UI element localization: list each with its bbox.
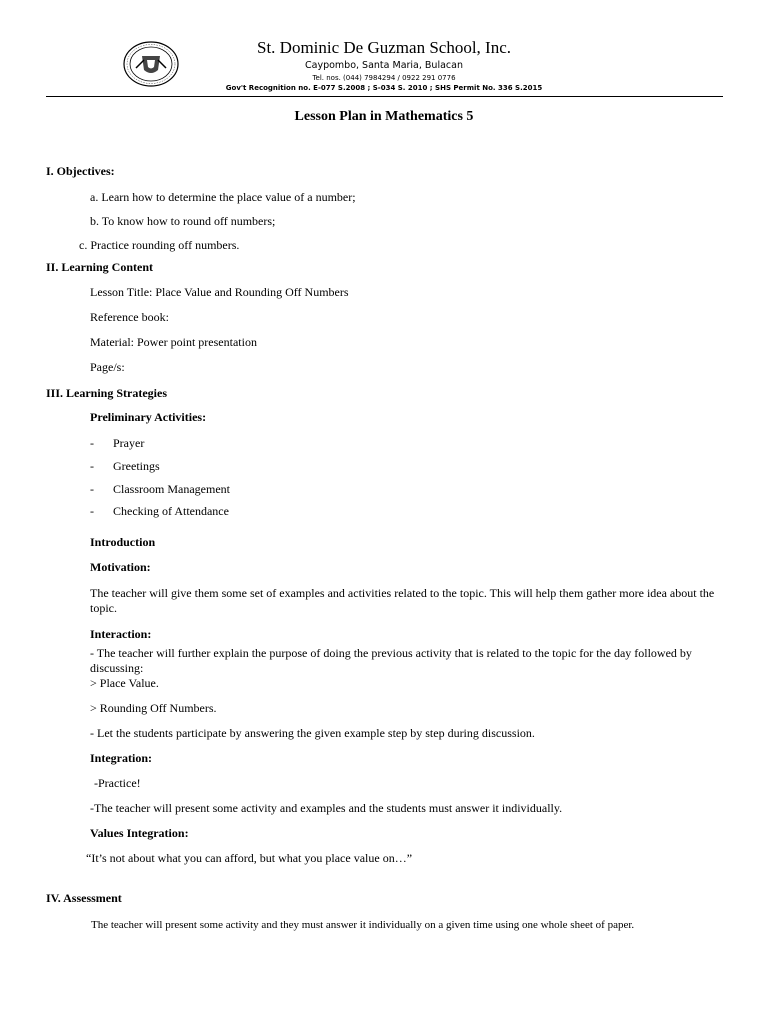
assessment-text: The teacher will present some activity and they must answer it individually on a given time using one whole sheet of paper. bbox=[91, 919, 635, 931]
lesson-title: Lesson Title: Place Value and Rounding Off Numbers bbox=[90, 285, 349, 299]
integration-item: -Practice! bbox=[94, 776, 141, 790]
school-address: Caypombo, Santa Maria, Bulacan bbox=[305, 60, 463, 71]
motivation-heading: Motivation: bbox=[90, 560, 151, 574]
bullet-dash: - bbox=[90, 482, 94, 496]
objective-item: c. Practice rounding off numbers. bbox=[79, 238, 240, 252]
prelim-item: Greetings bbox=[113, 459, 160, 473]
bullet-dash: - bbox=[90, 504, 94, 518]
objective-item: a. Learn how to determine the place value of a number; bbox=[90, 190, 356, 204]
prelim-item: Classroom Management bbox=[113, 482, 230, 496]
values-integration-heading: Values Integration: bbox=[90, 826, 189, 840]
introduction-heading: Introduction bbox=[90, 535, 156, 549]
objectives-heading: I. Objectives: bbox=[46, 164, 115, 178]
page-title: Lesson Plan in Mathematics 5 bbox=[294, 109, 474, 124]
reference-book: Reference book: bbox=[90, 310, 169, 324]
values-quote: “It’s not about what you can afford, but what you place value on…” bbox=[86, 851, 413, 865]
prelim-item: Checking of Attendance bbox=[113, 504, 229, 518]
motivation-text: The teacher will give them some set of examples and activities related to the topic. This will help them gather more idea about the topic. bbox=[90, 586, 715, 615]
interaction-item: - Let the students participate by answering the given example step by step during discussion. bbox=[90, 726, 535, 740]
preliminary-heading: Preliminary Activities: bbox=[90, 410, 207, 424]
learning-strategies-heading: III. Learning Strategies bbox=[46, 386, 167, 400]
school-recognition: Gov't Recognition no. E-077 S.2008 ; S-034 S. 2010 ; SHS Permit No. 336 S.2015 bbox=[225, 84, 543, 92]
material: Material: Power point presentation bbox=[90, 335, 257, 349]
interaction-item: > Place Value. bbox=[90, 676, 159, 690]
integration-heading: Integration: bbox=[90, 751, 152, 765]
assessment-heading: IV. Assessment bbox=[46, 891, 122, 905]
integration-item: -The teacher will present some activity and examples and the students must answer it individually. bbox=[90, 801, 563, 815]
bullet-dash: - bbox=[90, 436, 94, 450]
school-telephone: Tel. nos. (044) 7984294 / 0922 291 0776 bbox=[312, 74, 456, 82]
school-name: St. Dominic De Guzman School, Inc. bbox=[256, 38, 511, 57]
prelim-item: Prayer bbox=[113, 436, 145, 450]
interaction-heading: Interaction: bbox=[90, 627, 152, 641]
pages: Page/s: bbox=[90, 360, 125, 374]
learning-content-heading: II. Learning Content bbox=[46, 260, 154, 274]
interaction-text: - The teacher will further explain the purpose of doing the previous activity that is related to the topic for the day followed by discussing: bbox=[90, 646, 692, 675]
bullet-dash: - bbox=[90, 459, 94, 473]
interaction-item: > Rounding Off Numbers. bbox=[90, 701, 217, 715]
header-rule bbox=[46, 96, 723, 97]
objective-item: b. To know how to round off numbers; bbox=[90, 214, 276, 228]
